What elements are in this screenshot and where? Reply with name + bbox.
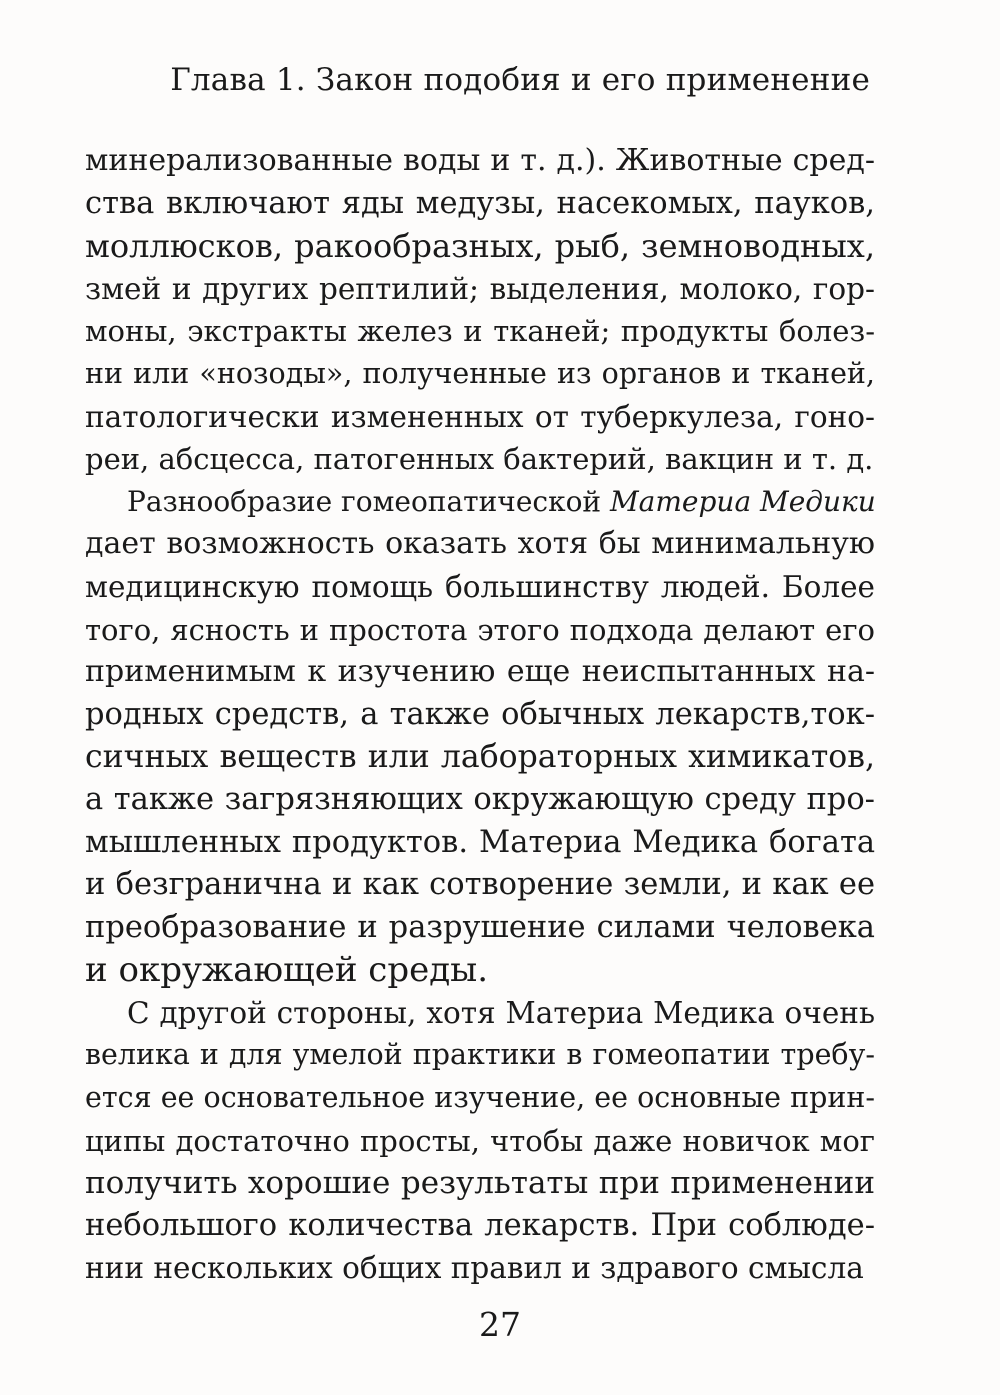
text-line: получить хорошие результаты при применении	[85, 1165, 875, 1202]
running-head: Глава 1. Закон подобия и его применение	[170, 62, 870, 98]
text-line: дает возможность оказать хотя бы минимальную	[85, 526, 875, 562]
text-line: Разнообразие гомеопатической Материа Медики	[127, 484, 876, 518]
text-line: родных средств, а также обычных лекарств,ток-	[85, 696, 875, 732]
text-line: того, ясность и простота этого подхода делают его	[85, 612, 875, 647]
text-line: велика и для умелой практики в гомеопатии требу-	[85, 1038, 875, 1072]
text-line: реи, абсцесса, патогенных бактерий, вакцин и т. д.	[85, 442, 874, 477]
text-line: ципы достаточно просты, чтобы даже новичок мог	[85, 1123, 875, 1158]
text-line: а также загрязняющих окружающую среду про-	[85, 781, 875, 817]
text-line: медицинскую помощь большинству людей. Более	[85, 569, 875, 604]
text-line: С другой стороны, хотя Материа Медика очень	[127, 995, 875, 1030]
paragraph	[85, 992, 875, 1290]
text-line: змей и других рептилий; выделения, молоко, гор-	[85, 271, 875, 306]
text-line: применимым к изучению еще неиспытанных на-	[85, 654, 875, 690]
text-line: моллюсков, ракообразных, рыб, земноводных,	[85, 227, 875, 266]
text-line: ется ее основательное изучение, ее основные прин-	[85, 1081, 875, 1115]
paragraph	[85, 140, 875, 481]
text-line: моны, экстракты желез и тканей; продукты болез-	[85, 314, 875, 349]
text-line: мышленных продуктов. Материа Медика богата	[85, 824, 875, 860]
text-line: ни или «нозоды», полученные из органов и тканей,	[85, 356, 875, 390]
paragraph	[85, 481, 875, 992]
text-line: небольшого количества лекарств. При соблюде-	[85, 1207, 875, 1243]
text-line: минерализованные воды и т. д.). Животные сред-	[85, 143, 875, 178]
text-line: и окружающей среды.	[85, 950, 489, 991]
text-line: нии нескольких общих правил и здравого смысла	[85, 1251, 864, 1286]
text-line: патологически измененных от туберкулеза, гоно-	[85, 399, 875, 434]
body-text	[85, 140, 875, 1290]
page-number: 27	[479, 1305, 521, 1344]
text-line: ства включают яды медузы, насекомых, пауков,	[85, 185, 875, 221]
text-line: сичных веществ или лабораторных химикатов,	[85, 739, 875, 776]
text-line: и безгранична и как сотворение земли, и как ее	[85, 867, 875, 903]
text-line: преобразование и разрушение силами человека	[85, 909, 875, 945]
